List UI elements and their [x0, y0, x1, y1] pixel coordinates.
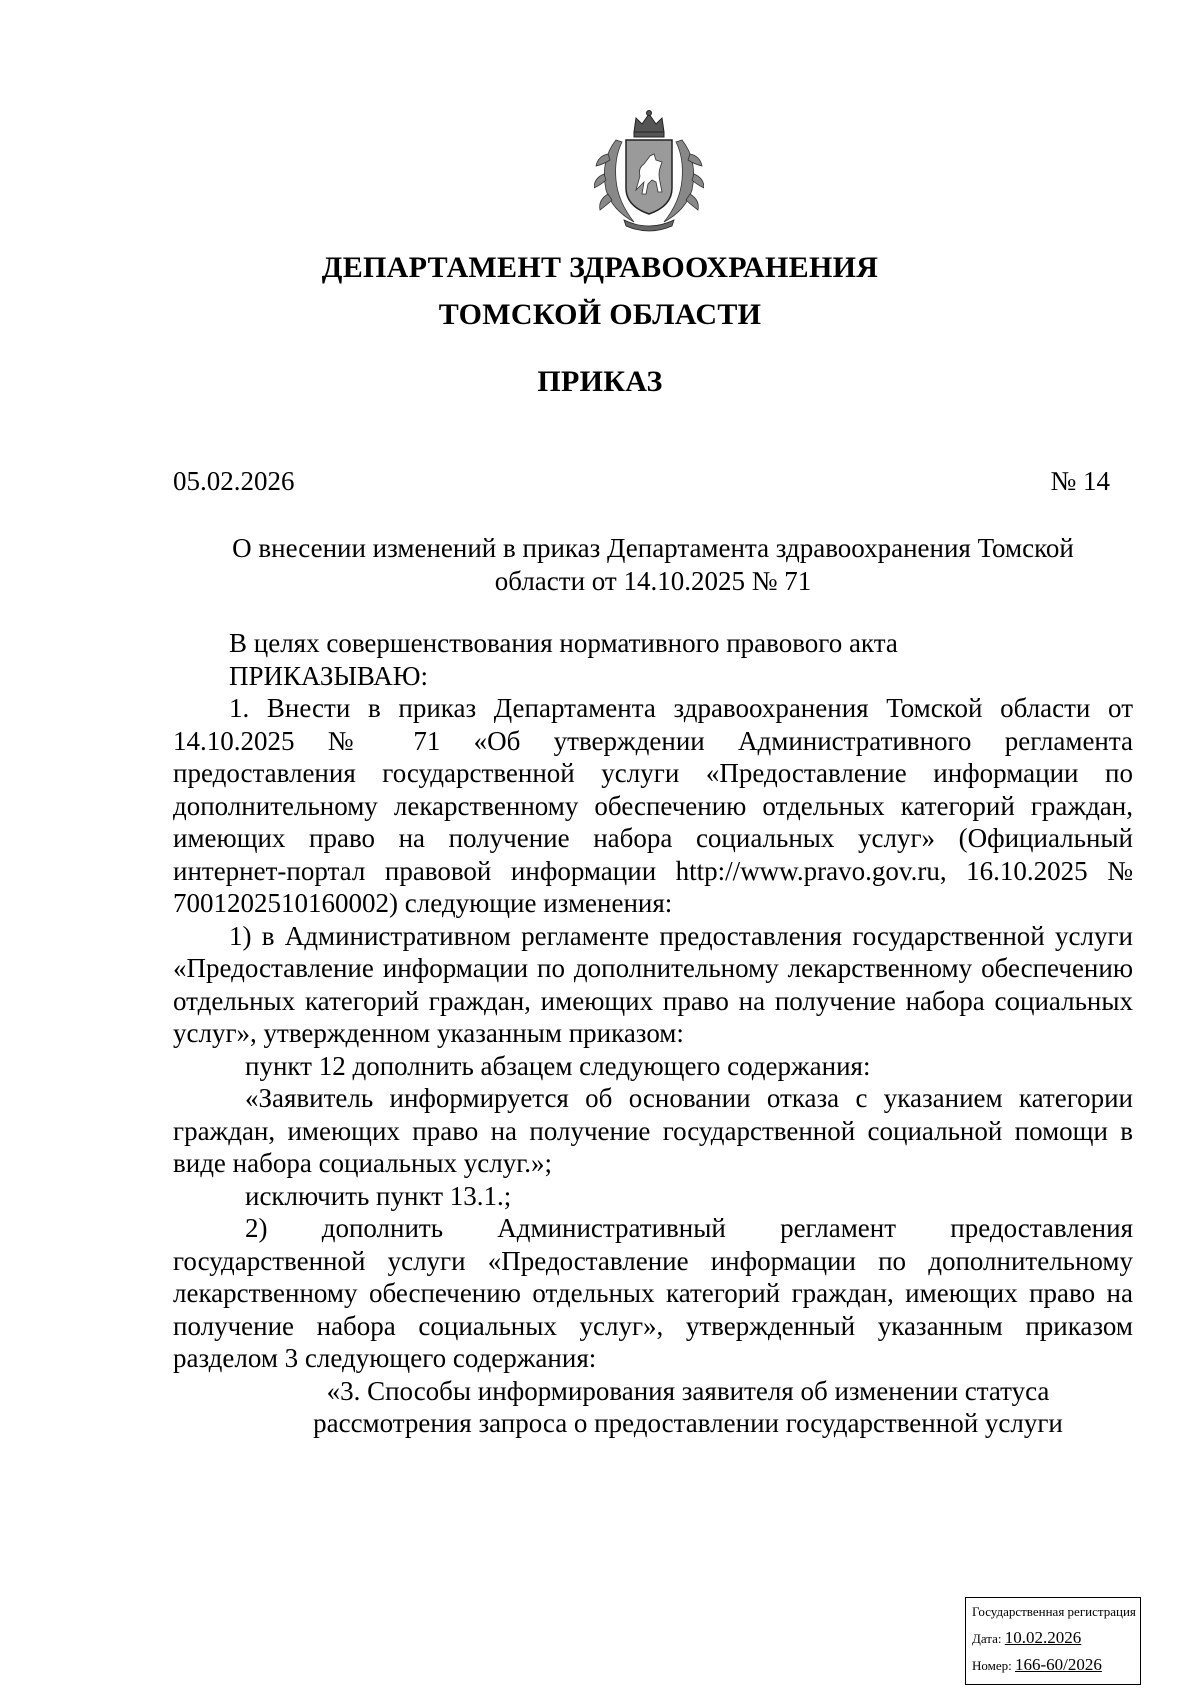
coat-of-arms-emblem: [594, 110, 704, 234]
subitem-1-paragraph: 1) в Административном регламенте предоставления государственной услуги «Предоставление информации по дополнительному лекарственному обеспечению отдельных категорий граждан, имеющих право на получение набора социальных услуг», утвержденном указанным приказом:: [173, 920, 1133, 1048]
registration-date-label: Дата:: [972, 1631, 1002, 1646]
order-subject-line2: области от 14.10.2025 № 71: [494, 566, 812, 596]
order-date: 05.02.2026: [173, 466, 295, 496]
preamble-paragraph: В целях совершенствования нормативного правового акта: [229, 628, 898, 658]
registration-date-value: 10.02.2026: [1004, 1628, 1082, 1647]
order-subject: [173, 532, 1133, 598]
registration-stamp: [965, 1597, 1141, 1685]
order-subject-line1: О внесении изменений в приказ Департамента здравоохранения Томской: [232, 533, 1074, 563]
department-title: [0, 244, 1200, 338]
subitem-1-quote: «Заявитель информируется об основании отказа с указанием категории граждан, имеющих право на получение государственной социальной помощи в виде набора социальных услуг.»;: [173, 1083, 1133, 1178]
subitem-1-clause-a: пункт 12 дополнить абзацем следующего содержания:: [245, 1050, 871, 1081]
order-word: ПРИКАЗЫВАЮ:: [229, 660, 428, 691]
order-body: [173, 627, 1133, 1440]
document-type: ПРИКАЗ: [537, 365, 663, 398]
item-1-paragraph: 1. Внести в приказ Департамента здравоохранения Томской области от 14.10.2025 № 71 «Об утверждении Административного регламента предоставления государственной услуги «Предоставление информации по дополнительному лекарственному обеспечению отдельных категорий граждан, имеющих право на получение набора социальных услуг» (Официальный интернет-портал правовой информации http://www.pravo.gov.ru, 16.10.2025 № 7001202510160002) следующие изменения:: [173, 693, 1133, 918]
registration-number-row: [972, 1652, 1134, 1679]
department-title-line2: ТОМСКОЙ ОБЛАСТИ: [438, 298, 762, 331]
registration-title: Государственная регистрация: [972, 1604, 1136, 1619]
registration-date-row: [972, 1625, 1134, 1652]
subitem-2-paragraph: 2) дополнить Административный регламент предоставления государственной услуги «Предоставление информации по дополнительному лекарственному обеспечению отдельных категорий граждан, имеющих право на получение набора социальных услуг», утвержденный указанным приказом разделом 3 следующего содержания:: [173, 1213, 1133, 1373]
department-title-line1: ДЕПАРТАМЕНТ ЗДРАВООХРАНЕНИЯ: [321, 251, 879, 284]
section-3-heading: «3. Способы информирования заявителя об изменении статуса рассмотрения запроса о предоставлении государственной услуги: [313, 1375, 1063, 1438]
order-number: № 14: [1050, 466, 1110, 496]
subitem-1-clause-b: исключить пункт 13.1.;: [245, 1180, 512, 1211]
registration-number-label: Номер:: [972, 1658, 1012, 1673]
registration-number-value: 166-60/2026: [1015, 1655, 1102, 1674]
